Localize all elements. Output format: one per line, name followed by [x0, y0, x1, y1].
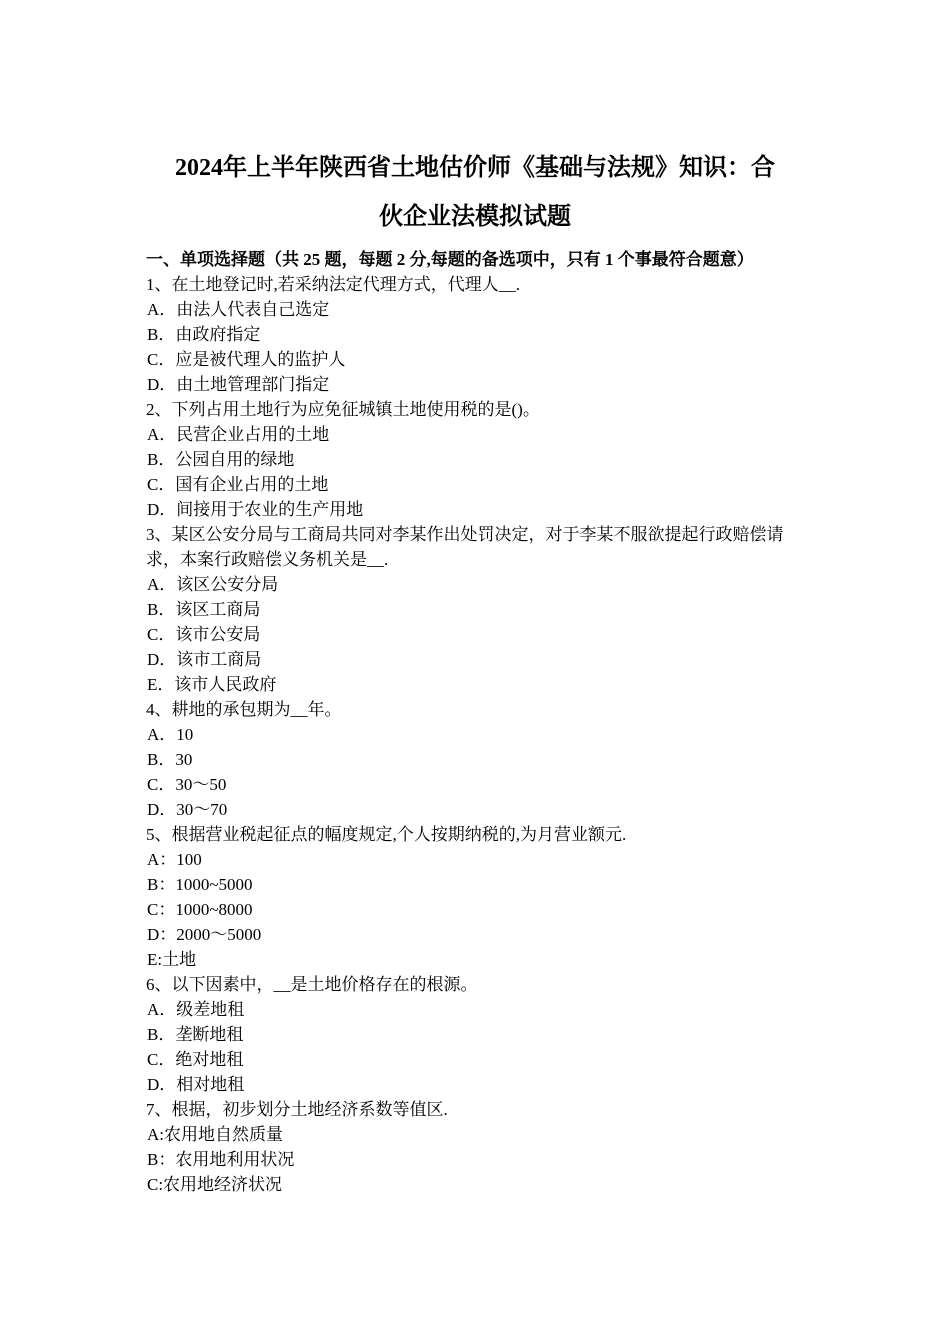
- option: C．应是被代理人的监护人: [147, 350, 346, 369]
- question-2: [146, 397, 816, 522]
- option: C．30～50: [147, 775, 227, 794]
- option: D．由土地管理部门指定: [147, 375, 330, 394]
- option: B．垄断地租: [147, 1025, 244, 1044]
- question-4: [146, 697, 816, 822]
- option: D：2000～5000: [147, 925, 262, 944]
- option: D．该市工商局: [147, 650, 262, 669]
- option: C．国有企业占用的土地: [147, 475, 329, 494]
- section-heading: 一、单项选择题（共 25 题，每题 2 分,每题的备选项中，只有 1 个事最符合题意）: [146, 250, 754, 269]
- option: A．该区公安分局: [147, 575, 279, 594]
- option: B：1000~5000: [147, 875, 253, 894]
- option: B：农用地利用状况: [147, 1150, 295, 1169]
- question-text: 5、根据营业税起征点的幅度规定,个人按期纳税的,为月营业额元.: [146, 825, 627, 844]
- option: A．级差地租: [147, 1000, 245, 1019]
- question-7: [146, 1097, 816, 1197]
- option: B．公园自用的绿地: [147, 450, 295, 469]
- option: D．相对地租: [147, 1075, 245, 1094]
- option: E．该市人民政府: [147, 675, 277, 694]
- option: B．该区工商局: [147, 600, 261, 619]
- option: B．由政府指定: [147, 325, 261, 344]
- document-body: [146, 248, 816, 1197]
- question-text: 1、在土地登记时,若采纳法定代理方式，代理人__.: [146, 275, 520, 294]
- option: C．该市公安局: [147, 625, 261, 644]
- option: C：1000~8000: [147, 900, 253, 919]
- document-title-line-2: 伙企业法模拟试题: [379, 204, 571, 230]
- option: A．由法人代表自己选定: [147, 300, 330, 319]
- option: A．10: [147, 725, 194, 744]
- question-5: [146, 822, 816, 972]
- question-3: [146, 522, 816, 697]
- option: E:土地: [147, 950, 197, 969]
- question-6: [146, 972, 816, 1097]
- question-text: 4、耕地的承包期为__年。: [146, 700, 342, 719]
- option: A．民营企业占用的土地: [147, 425, 330, 444]
- option: C．绝对地租: [147, 1050, 244, 1069]
- question-text: 2、下列占用土地行为应免征城镇土地使用税的是()。: [146, 400, 540, 419]
- option: D．30～70: [147, 800, 228, 819]
- option: A：100: [147, 850, 202, 869]
- option: C:农用地经济状况: [147, 1175, 283, 1194]
- question-text: 3、某区公安分局与工商局共同对李某作出处罚决定，对于李某不服欲提起行政赔偿请求，本案行政赔偿义务机关是__.: [146, 525, 784, 569]
- question-1: [146, 272, 816, 397]
- option: A:农用地自然质量: [147, 1125, 283, 1144]
- option: B．30: [147, 750, 193, 769]
- option: D．间接用于农业的生产用地: [147, 500, 364, 519]
- question-text: 7、根据，初步划分土地经济系数等值区.: [146, 1100, 448, 1119]
- question-text: 6、以下因素中，__是土地价格存在的根源。: [146, 975, 478, 994]
- document-title-line-1: 2024年上半年陕西省土地估价师《基础与法规》知识：合: [175, 155, 775, 181]
